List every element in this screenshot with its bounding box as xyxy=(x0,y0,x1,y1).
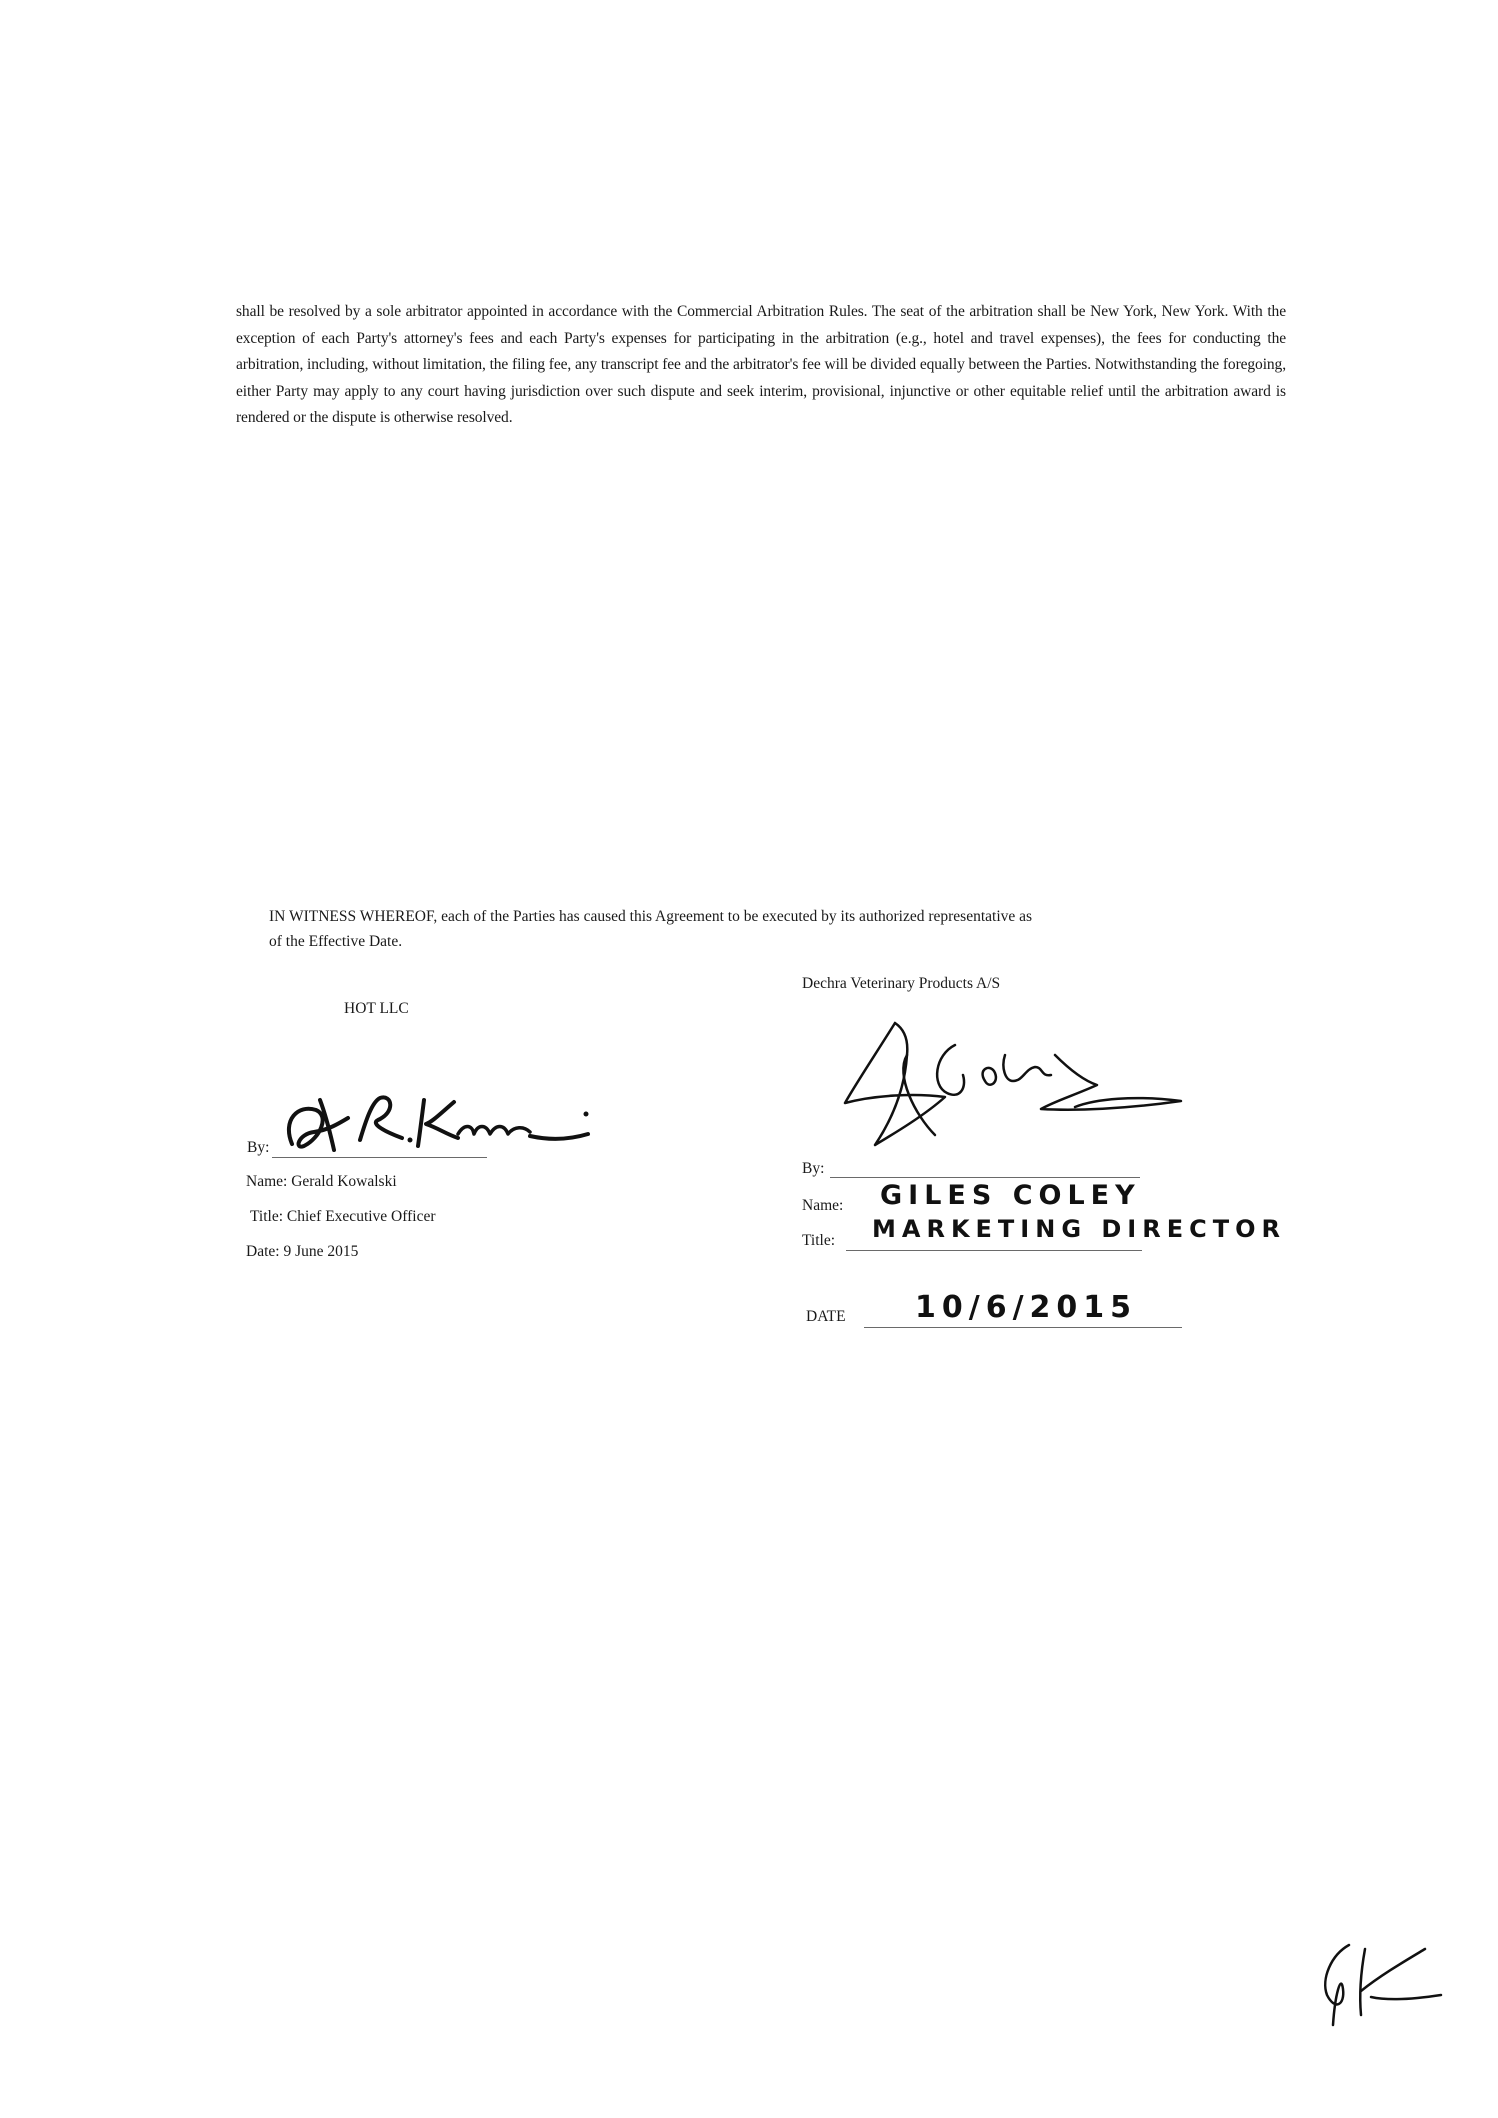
left-company-name: HOT LLC xyxy=(344,1000,409,1017)
right-date-line xyxy=(864,1327,1182,1328)
right-signing-date-handwritten: 10/6/2015 xyxy=(915,1290,1138,1325)
right-signer-name-handwritten: GILES COLEY xyxy=(880,1180,1141,1211)
witness-clause: IN WITNESS WHEREOF, each of the Parties has caused this Agreement to be executed by its authorized representative as xyxy=(269,908,1033,925)
right-by-line xyxy=(830,1177,1140,1178)
right-name-label: Name: xyxy=(802,1197,844,1214)
right-by-label: By: xyxy=(802,1160,825,1177)
right-signer-title-handwritten: MARKETING DIRECTOR xyxy=(872,1215,1286,1243)
left-signature xyxy=(268,1080,598,1160)
right-date-label: DATE xyxy=(806,1308,846,1325)
arbitration-text: shall be resolved by a sole arbitrator appointed in accordance with the Commercial Arbitration Rules. The seat of the arbitration shall be New York, New York. With the exception of each Party's attorney's fees and each Party's expenses for participating in the arbitration (e.g., hotel and travel expenses), the fees for conducting the arbitration, including, without limitation, the filing fee, any transcript fee and the arbitrator's fee will be divided equally between the Parties. Notwithstanding the foregoing, either Party may apply to any court having jurisdiction over such dispute and seek interim, provisional, injunctive or other equitable relief until the arbitration award is rendered or the dispute is otherwise resolved. xyxy=(236,303,1286,427)
page-initials xyxy=(1305,1935,1445,2030)
witness-clause-continued: of the Effective Date. xyxy=(269,933,403,950)
right-title-label: Title: xyxy=(802,1232,836,1249)
right-title-line xyxy=(846,1250,1142,1251)
left-by-label: By: xyxy=(247,1139,270,1156)
left-signer-title: Title: Chief Executive Officer xyxy=(250,1208,436,1225)
left-signer-name: Name: Gerald Kowalski xyxy=(246,1173,397,1190)
right-signature xyxy=(835,1015,1185,1150)
left-by-line xyxy=(272,1157,487,1158)
arbitration-paragraph xyxy=(236,299,1286,432)
left-signing-date: Date: 9 June 2015 xyxy=(246,1243,359,1260)
right-company-name: Dechra Veterinary Products A/S xyxy=(802,975,1001,992)
